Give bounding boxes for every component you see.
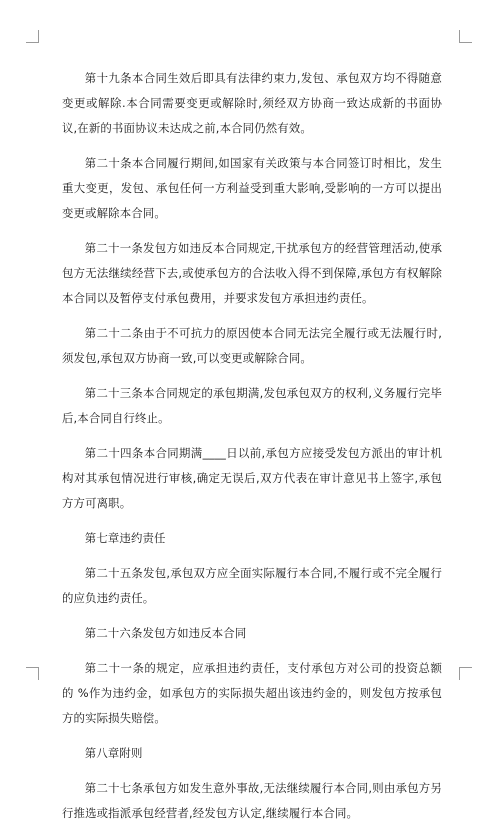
paragraph-article-27: 第二十七条承包方如发生意外事故,无法继续履行本合同,则由承包方另行推选或指派承包经营者,经发包方认定,继续履行本合同。 bbox=[62, 781, 442, 820]
crop-mark-top-right bbox=[459, 30, 472, 43]
crop-mark-bottom-right bbox=[459, 667, 472, 680]
paragraph-article-23: 第二十三条本合同规定的承包期满,发包承包双方的权利,义务履行完毕后,本合同自行终止。 bbox=[62, 386, 442, 425]
chapter-heading-7: 第七章违约责任 bbox=[84, 531, 166, 545]
document-body bbox=[62, 66, 442, 836]
paragraph-article-24: 第二十四条本合同期满____日以前,承包方应接受发包方派出的审计机构对其承包情况进行审核,确定无误后,双方代表在审计意见书上签字,承包方方可离职。 bbox=[62, 446, 442, 510]
paragraph-article-21: 第二十一条发包方如违反本合同规定,干扰承包方的经营管理活动,使承包方无法继续经营下去,或使承包方的合法收入得不到保障,承包方有权解除本合同以及暂停支付承包费用，并要求发包方承担违约责任。 bbox=[62, 241, 442, 305]
paragraph-article-25: 第二十五条发包,承包双方应全面实际履行本合同,不履行或不完全履行的应负违约责任。 bbox=[62, 566, 442, 605]
paragraph-article-19: 第十九条本合同生效后即具有法律约束力,发包、承包双方均不得随意变更或解除.本合同需要变更或解除时,须经双方协商一致达成新的书面协议,在新的书面协议未达成之前,本合同仍然有效。 bbox=[62, 71, 442, 135]
paragraph-article-26: 第二十六条发包方如违反本合同 bbox=[84, 626, 247, 640]
paragraph-article-22: 第二十二条由于不可抗力的原因使本合同无法完全履行或无法履行时,须发包,承包双方协商一致,可以变更或解除合同。 bbox=[62, 326, 442, 365]
paragraph-article-21-penalty: 第二十一条的规定，应承担违约责任，支付承包方对公司的投资总额的 %作为违约金，如承包方的实际损失超出该违约金的，则发包方按承包方的实际损失赔偿。 bbox=[62, 661, 442, 725]
crop-mark-bottom-left bbox=[26, 667, 39, 680]
crop-mark-top-left bbox=[26, 30, 39, 43]
chapter-heading-8: 第八章附则 bbox=[84, 746, 143, 760]
paragraph-article-20: 第二十条本合同履行期间,如国家有关政策与本合同签订时相比，发生重大变更，发包、承包任何一方利益受到重大影响,受影响的一方可以提出变更或解除本合同。 bbox=[62, 156, 442, 220]
